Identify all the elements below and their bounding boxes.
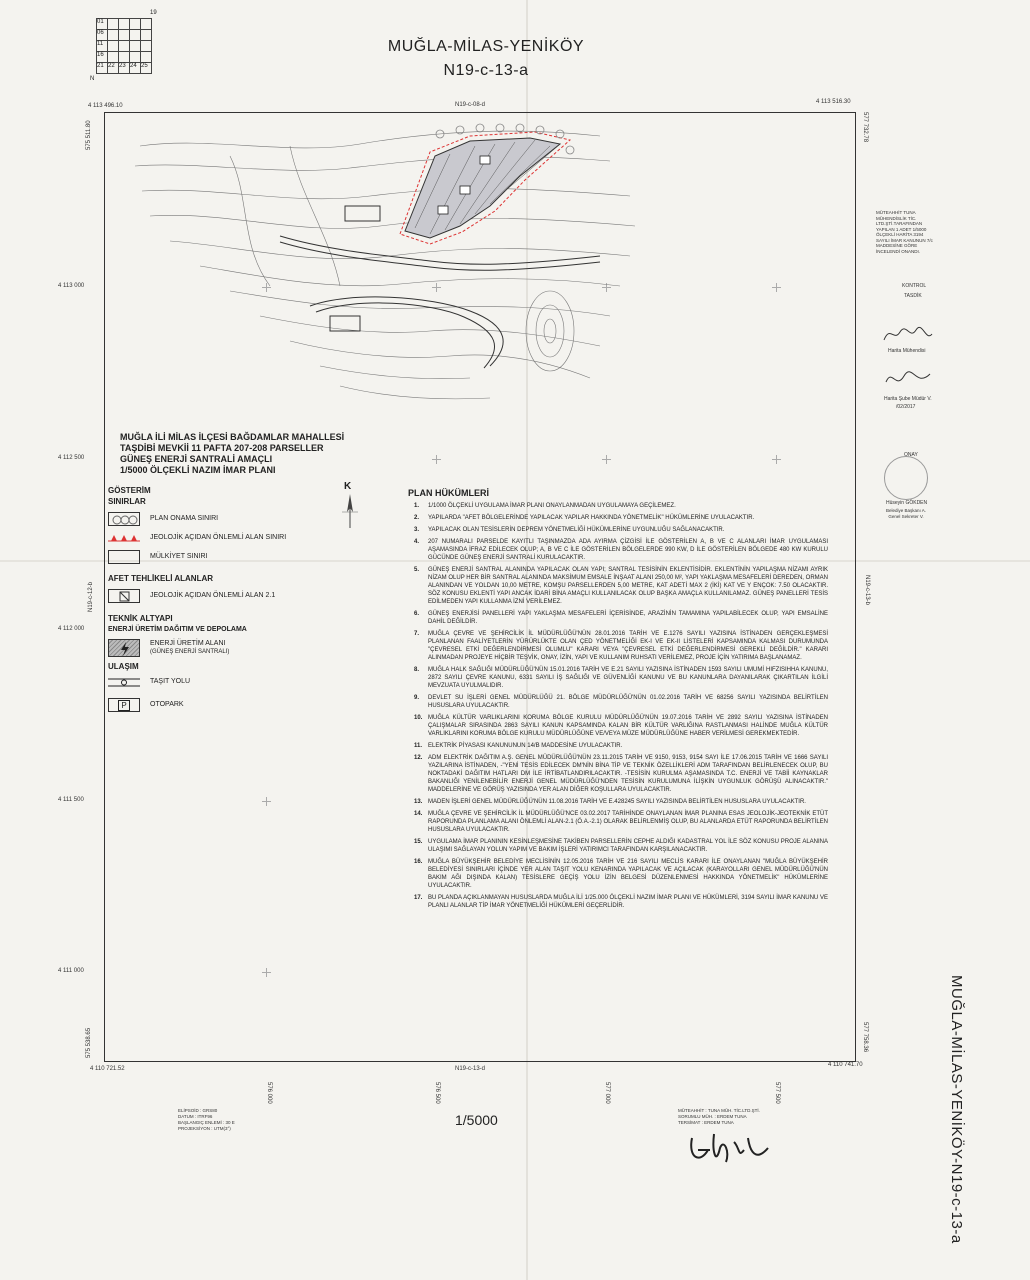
index-grid-cell — [119, 19, 130, 30]
plan-clause-number: 10. — [414, 715, 423, 721]
plan-clause — [414, 714, 828, 738]
frame-left-sheet: N19-c-12-b — [88, 581, 94, 612]
corner-bl: 4 110 721.52 — [90, 1066, 125, 1072]
plan-clause-text: MADEN İŞLERİ GENEL MÜDÜRLÜĞÜ'NÜN 11.08.2016 TARİH VE E.428245 SAYILI YAZISINDA BELİRTİLEN HUSUSLARA UYULACAKTIR. — [428, 799, 806, 805]
plan-clause-text: YAPILARDA "AFET BÖLGELERİNDE YAPILACAK YAPILAR HAKKINDA YÖNETMELİK" HÜKÜMLERİNE UYULACAKTIR. — [428, 515, 755, 521]
legend-row-property: MÜLKİYET SINIRI — [108, 549, 207, 565]
edge-br-v: 577 758.36 — [862, 1022, 868, 1053]
corner-tl: 4 113 496.10 — [88, 103, 123, 109]
index-grid-cell — [141, 19, 152, 30]
corner-br: 4 110 741.70 — [828, 1062, 863, 1068]
legend-row-energy: ENERJİ ÜRETİM ALANI (GÜNEŞ ENERJİ SANTRALI) — [108, 638, 229, 658]
control-label: KONTROL — [902, 283, 927, 289]
grid-cross — [262, 797, 271, 806]
plan-clause-number: 2. — [414, 515, 420, 521]
parking-symbol-icon: P — [108, 698, 140, 712]
plan-clause-number: 7. — [414, 631, 420, 637]
plan-clause-text: MUĞLA HALK SAĞLIĞI MÜDÜRLÜĞÜ'NÜN 15.01.2016 TARİH VE E.21 SAYILI YAZISINA İSTİNADEN 1593 SAYILI UMUMİ HIFZISIHHA KANUNU, 2872 SAYILI ÇEVRE KANUNU, 6331 SAYILI İŞ SAĞLIĞI VE GÜVENLİĞİ KANUNU VE BU KANUNLARA DAYANILARAK ÇIKARTILAN İLGİLİ MEVZUATA UYULMALIDIR. — [428, 667, 828, 689]
geo-area-symbol-icon — [108, 589, 140, 603]
plan-clause — [414, 538, 828, 562]
plan-clause-number: 9. — [414, 695, 420, 701]
index-grid-cell — [108, 19, 119, 30]
approver-3-title: Belediye Başkanı A. Genel Sekreter V. — [885, 508, 927, 519]
left-tick-label: 4 113 000 — [58, 283, 85, 289]
property-boundary-symbol-icon — [108, 550, 140, 564]
grid-cross — [432, 455, 441, 464]
index-grid-cell — [108, 30, 119, 41]
plan-clause-text: GÜNEŞ ENERJİSİ PANELLERİ YAPI YAKLAŞMA MESAFELERİ İÇERİSİNDE, ARAZİNİN TAMAMINA YAPILABİLECEK OLUP, YAPI EMSALİNE DAHİL DEĞİLDİR. — [428, 611, 828, 625]
frame-right-sheet: N19-c-13-b — [864, 575, 870, 606]
plan-clause-text: MUĞLA ÇEVRE VE ŞEHİRCİLİK İL MÜDÜRLÜĞÜ'NCE 03.02.2017 TARİHİNDE ONAYLANAN İMAR PLANINA ESAS JEOLOJİK-JEOTEKNİK ETÜT RAPORUNDA PLANLAMA ALANI ÖNLEMLİ ALAN-2.1 (Ö.A.-2.1) OLARAK BELİRLENMİŞ OLUP, BU ALANLARDA ETÜT RAPORUNDA BELİRTİLEN HUSUSLARA UYULACAKTIR. — [428, 811, 828, 833]
plan-clause — [414, 858, 828, 890]
left-tick-label: 4 112 500 — [58, 455, 85, 461]
control2-label: TASDİK — [904, 293, 922, 299]
contractor-note: MÜTEAHHİT TUNA MÜHENDİSLİK TİC. LTD.ŞTİ.TARAFINDAN YAPILAN 1 ADET 1/5000 ÖLÇEKLİ HARİTA 3194 SAYILI İMAR KANUNUN 7/c MADDESİNE GÖRE İNCELENDİ ONANDI. — [876, 210, 933, 254]
contractor-metadata: MÜTEAHHİT : TUNA MÜH. TİC.LTD.ŞTİ. SORUMLU MÜH. : ERDEM TUNA TERSİMAT : ERDEM TUNA — [678, 1108, 760, 1125]
edge-bl-v: 575 538.65 — [86, 1027, 92, 1058]
legend-heading: GÖSTERİM — [108, 486, 151, 495]
plan-clause — [414, 742, 828, 750]
index-grid-cell: 24 — [130, 63, 141, 74]
index-grid-cell — [130, 52, 141, 63]
legend-energy-heading: ENERJİ ÜRETİM DAĞITIM VE DEPOLAMA — [108, 626, 247, 633]
geo-boundary-symbol-icon — [108, 531, 140, 545]
index-grid-cell — [108, 52, 119, 63]
plan-clause — [414, 526, 828, 534]
bottom-tick-label: 576 500 — [434, 1082, 440, 1104]
plan-clause-text: ELEKTRİK PİYASASI KANUNUNUN 14/B MADDESİNE UYULACAKTIR. — [428, 743, 623, 749]
sheet-index-grid — [96, 18, 152, 74]
plan-clause — [414, 666, 828, 690]
legend-row-road: TAŞIT YOLU — [108, 674, 190, 690]
approver-2-date: /02/2017 — [896, 404, 916, 410]
plan-clause-number: 5. — [414, 567, 420, 573]
left-tick-label: 4 111 000 — [58, 968, 84, 974]
signature-2-icon — [880, 366, 936, 394]
plan-title: MUĞLA İLİ MİLAS İLÇESİ BAĞDAMLAR MAHALLESİ TAŞDİBİ MEVKİİ 11 PAFTA 207-208 PARSELLER GÜNEŞ ENERJİ SANTRALİ AMAÇLI 1/5000 ÖLÇEKLİ NAZIM İMAR PLANI — [120, 432, 345, 475]
index-grid-cell — [141, 52, 152, 63]
survey-metadata: ELİPSOİD : GRS80 DATUM : ITRF96 BAŞLANGIÇ ENLEMİ : 30 E PROJEKSİYON : UTM(3°) — [178, 1108, 235, 1131]
index-grid-cell — [119, 41, 130, 52]
index-grid-cell: 22 — [108, 63, 119, 74]
plan-clause-number: 1. — [414, 503, 420, 509]
plan-clause-text: UYGULAMA İMAR PLANININ KESİNLEŞMESİNE TAKİBEN PARSELLERİN CEPHE ALDIĞI KADASTRAL YOL İLE SÖZ KONUSU PROJE ALANINA ULAŞIMI SAĞLAYAN YOLUN YAPIM VE BAKIM İŞLERİ YATIRIMCI TARAFINDAN KARŞILANACAKTIR. — [428, 839, 828, 853]
plan-clause-text: DEVLET SU İŞLERİ GENEL MÜDÜRLÜĞÜ 21. BÖLGE MÜDÜRLÜĞÜ'NÜN 01.02.2016 TARİH VE 68256 SAYILI YAZISINDA BELİRTİLEN HUSUSLARA UYULACAKTIR. — [428, 695, 828, 709]
edge-tr-v: 577 732.78 — [862, 112, 868, 143]
legend-transport: ULAŞIM — [108, 662, 139, 671]
index-grid-cell: 16 — [97, 52, 108, 63]
grid-cross — [262, 968, 271, 977]
signature-1-icon — [880, 320, 936, 348]
frame-top-sheet: N19-c-08-d — [455, 102, 486, 108]
plan-clause-number: 4. — [414, 539, 420, 545]
index-grid-column-label: 19 — [150, 10, 157, 16]
index-grid-cell — [130, 41, 141, 52]
legend-row-plan-boundary: PLAN ONAMA SINIRI — [108, 511, 218, 527]
frame-bottom-sheet: N19-c-13-d — [455, 1066, 486, 1072]
edge-tl-v: 575 511.80 — [86, 120, 92, 150]
plan-clause — [414, 566, 828, 606]
approver-1-title: Harita Mühendisi — [888, 348, 926, 354]
plan-clause-number: 11. — [414, 743, 423, 749]
bottom-tick-label: 577 000 — [604, 1082, 610, 1104]
grid-cross — [772, 283, 781, 292]
grid-cross — [772, 455, 781, 464]
plan-clause — [414, 810, 828, 834]
official-stamp-icon — [884, 456, 928, 500]
plan-clause — [414, 694, 828, 710]
index-grid-cell: 21 — [97, 63, 108, 74]
page-title: MUĞLA-MİLAS-YENİKÖY — [387, 38, 585, 55]
plan-clause-number: 14. — [414, 811, 423, 817]
plan-clause-text: MUĞLA BÜYÜKŞEHİR BELEDİYE MECLİSİNİN 12.05.2016 TARİH VE 216 SAYILI MECLİS KARARI İLE ONAYLANAN "MUĞLA BÜYÜKŞEHİR BELEDİYESİ SINIRLARI İÇİNDE YER ALAN TAŞIT YOLU KENARINDA YAPILACAK VE AÇILACAK (KARAYOLLARI GENEL MÜDÜRLÜĞÜ'NÜN BAKIM AĞI DIŞINDA KALAN) TESİSLERE GEÇİŞ YOLU İZİN BELGESİ DÜZENLENMESİ HAKKINDA YÖNETMELİK" HÜKÜMLERİNE UYULACAKTIR. — [428, 859, 828, 889]
plan-clause-number: 17. — [414, 895, 423, 901]
legend-disaster: AFET TEHLİKELİ ALANLAR — [108, 574, 214, 583]
plan-clause — [414, 514, 828, 522]
index-grid-cell — [130, 30, 141, 41]
index-grid-cell: 11 — [97, 41, 108, 52]
legend-infra: TEKNİK ALTYAPI — [108, 614, 173, 623]
road-symbol-icon — [108, 675, 140, 689]
legend-row-geo-area: JEOLOJİK AÇIDAN ÖNLEMLİ ALAN 2.1 — [108, 588, 275, 604]
north-label: K — [344, 481, 352, 492]
index-grid-cell: 01 — [97, 19, 108, 30]
plan-provisions-list — [414, 502, 828, 914]
map-scale: 1/5000 — [455, 1112, 498, 1128]
plan-clause-number: 6. — [414, 611, 420, 617]
bottom-tick-label: 576 000 — [266, 1082, 272, 1104]
energy-area-symbol-icon — [108, 639, 140, 657]
side-title: MUĞLA-MİLAS-YENİKÖY-N19-c-13-a — [948, 975, 965, 1244]
plan-clause — [414, 838, 828, 854]
plan-clause-number: 12. — [414, 755, 423, 761]
plan-boundary-symbol-icon — [108, 512, 140, 526]
plan-clause-text: 1/1000 ÖLÇEKLİ UYGULAMA İMAR PLANI ONAYLANMADAN UYGULAMAYA GEÇİLEMEZ. — [428, 503, 676, 509]
plan-clause-text: GÜNEŞ ENERJİ SANTRAL ALANINDA YAPILACAK OLAN YAPI; SANTRAL TESİSİNİN EKLENTİSİDİR. EKLENTİNİN YAPILAŞMA NİZAMI AYRIK NİZAM OLUP HER BİR SANTRAL ALANINDA MAKSİMUM EMSALE İNŞAAT ALANI 250,00 M², YAPI YAKLAŞMA MESAFELERİ DEREDEN, ORMAN ALANINDAN VE YOLDAN 10,00 METRE, KOMŞU PARSELLERDEN 5,00 METRE, KAT ADETİ MAX 2 (İKİ) KAT VE Y ENÇOK: 7.50 OLACAKTIR. SÖZ KONUSU EKLENTİ YAPI ANCAK İDARİ BİNA AMAÇLI KULLANILACAK OLUP BAŞKA AMAÇLA KULLANILAMAZ. GÜNEŞ PANELLERİ TESİS EDİLMEDEN YAPI KULLANMA İZNİ VERİLEMEZ. — [428, 567, 828, 605]
corner-tr: 4 113 516.30 — [816, 99, 851, 105]
plan-clause — [414, 610, 828, 626]
approver-2-title: Harita Şube Müdür V. — [884, 396, 932, 402]
index-grid-cell: 25 — [141, 63, 152, 74]
topographic-map — [130, 116, 650, 418]
grid-cross — [602, 455, 611, 464]
index-grid-north-label: N — [90, 76, 95, 82]
plan-clause-text: 207 NUMARALI PARSELDE KAYITLI TAŞINMAZDA ADA AYIRMA ÇİZGİSİ İLE GÖSTERİLEN A, B VE C ALANLARI İMAR UYGULAMASI AŞAMASINDA İFRAZ EDİLECEK OLUP; A, B VE C İLE GÖSTERİLEN BÖLGELERDE 990 KW, D İLE GÖSTERİLEN BÖLGEDE 480 KW KURULU GÜCÜNDE GÜNEŞ ENERJİ SANTRALİ KURULACAKTIR. — [428, 539, 828, 561]
approver-3-name: Hüseyin GÖKDEN — [886, 500, 928, 506]
plan-clause — [414, 502, 828, 510]
index-grid-cell — [141, 41, 152, 52]
left-tick-label: 4 111 500 — [58, 797, 84, 803]
index-grid-cell — [119, 30, 130, 41]
plan-clause-number: 15. — [414, 839, 423, 845]
sheet-code: N19-c-13-a — [443, 62, 529, 79]
index-grid-cell: 06 — [97, 30, 108, 41]
left-tick-label: 4 112 000 — [58, 626, 85, 632]
plan-clause — [414, 630, 828, 662]
plan-clause-text: MUĞLA ÇEVRE VE ŞEHİRCİLİK İL MÜDÜRLÜĞÜ'NÜN 28.01.2016 TARİH VE E.1276 SAYILI YAZISINA İSTİNADEN GERÇEKLEŞMESİ PLANLANAN FAALİYETLERİN YÜRÜRLÜKTE OLAN ÇED YÖNETMELİĞİ EK-I VE EK-II LİSTELERİ KAPSAMINDA KALMASI DURUMUNDA "ÇEVRESEL ETKİ DEĞERLENDİRMESİ OLUMLU" KARARI VEYA "ÇEVRESEL ETKİ DEĞERLENDİRMESİ GEREKLİ DEĞİLDİR." KARARI ALINMADAN PROJEYE HİÇBİR TEŞVİK, ONAY, İZİN, YAPI VE KULLANIM RUHSATI VERİLEMEZ, PROJE İÇİN YATIRIMA BAŞLANAMAZ. — [428, 631, 828, 661]
plan-clause-number: 8. — [414, 667, 420, 673]
plan-clause-number: 13. — [414, 799, 423, 805]
plan-clause — [414, 798, 828, 806]
approval-label: ONAY — [904, 452, 918, 458]
plan-clause-text: MUĞLA KÜLTÜR VARLIKLARINI KORUMA BÖLGE KURULU MÜDÜRLÜĞÜ'NÜN 19.07.2016 TARİH VE 2892 SAYILI YAZISINA İSTİNADEN ÇALIŞMALAR SIRASINDA 2863 SAYILI KANUN KAPSAMINDA KALAN BİR KÜLTÜR VARLIĞINA RASTLANMASI HALİNDE MUĞLA KÜLTÜR VARLIKLARINI KORUMA BÖLGE KURULU MÜDÜRLÜĞÜNE VE/VEYA MÜZE MÜDÜRLÜĞÜNE HABER VERİLMESİ GEREKMEKTEDİR. — [428, 715, 828, 737]
index-grid-cell — [130, 19, 141, 30]
plan-clause-text: YAPILACAK OLAN TESİSLERİN DEPREM YÖNETMELİĞİ HÜKÜMLERİNE UYGUNLUĞU SAĞLANACAKTIR. — [428, 527, 725, 533]
plan-clause-text: BU PLANDA AÇIKLANMAYAN HUSUSLARDA MUĞLA İLİ 1/25.000 ÖLÇEKLİ NAZIM İMAR PLANI VE HÜKÜMLERİ, 3194 SAYILI İMAR KANUNU VE PLANLI ALANLAR TİP İMAR YÖNETMELİĞİ HÜKÜMLERİ GEÇERLİDİR. — [428, 895, 828, 909]
legend-boundaries: SINIRLAR — [108, 497, 146, 506]
plan-clause-number: 16. — [414, 859, 423, 865]
index-grid-cell — [119, 52, 130, 63]
plan-clause — [414, 754, 828, 794]
bottom-tick-label: 577 500 — [774, 1082, 780, 1104]
plan-clause — [414, 894, 828, 910]
legend-row-geo-boundary: JEOLOJİK AÇIDAN ÖNLEMLİ ALAN SINIRI — [108, 530, 286, 546]
index-grid-cell: 23 — [119, 63, 130, 74]
plan-clause-text: ADM ELEKTRİK DAĞITIM A.Ş. GENEL MÜDÜRLÜĞÜ'NÜN 23.11.2015 TARİH VE 9150, 9153, 9154 SAYI İLE 17.06.2015 TARİH VE 1666 SAYILI YAZILARINA İSTİNADEN, -"YENİ TESİS EDİLECEK DM'NİN BİNA TİP VE TEKNİK ÖZELLİKLERİ ADM TARAFINDAN BELİRLENECEK OLUP, BU NOKTADAKİ DAĞITIM HATLARI DM İLE İRTİBATLANDIRILACAKTIR. -TESİSİN KURULMA AŞAMASINDA T.C. ENERJİ VE TABİİ KAYNAKLAR BAKANLIĞI YENİLENEBİLİR ENERJİ GENEL MÜDÜRLÜĞÜ'NDEN TESİSİN KURULUMUNA İLİŞKİN UYGUNLUK GÖRÜŞÜ ALINACAKTIR." MADDELERİNE VE GÖRÜŞ YAZISINDA YER ALAN DİĞER KOŞULLARA UYULACAKTIR. — [428, 755, 828, 793]
plan-provisions-heading: PLAN HÜKÜMLERİ — [408, 488, 489, 498]
contractor-signature-icon — [686, 1128, 776, 1174]
legend-row-parking: P OTOPARK — [108, 697, 184, 713]
index-grid-cell — [108, 41, 119, 52]
plan-clause-number: 3. — [414, 527, 420, 533]
index-grid-cell — [141, 30, 152, 41]
